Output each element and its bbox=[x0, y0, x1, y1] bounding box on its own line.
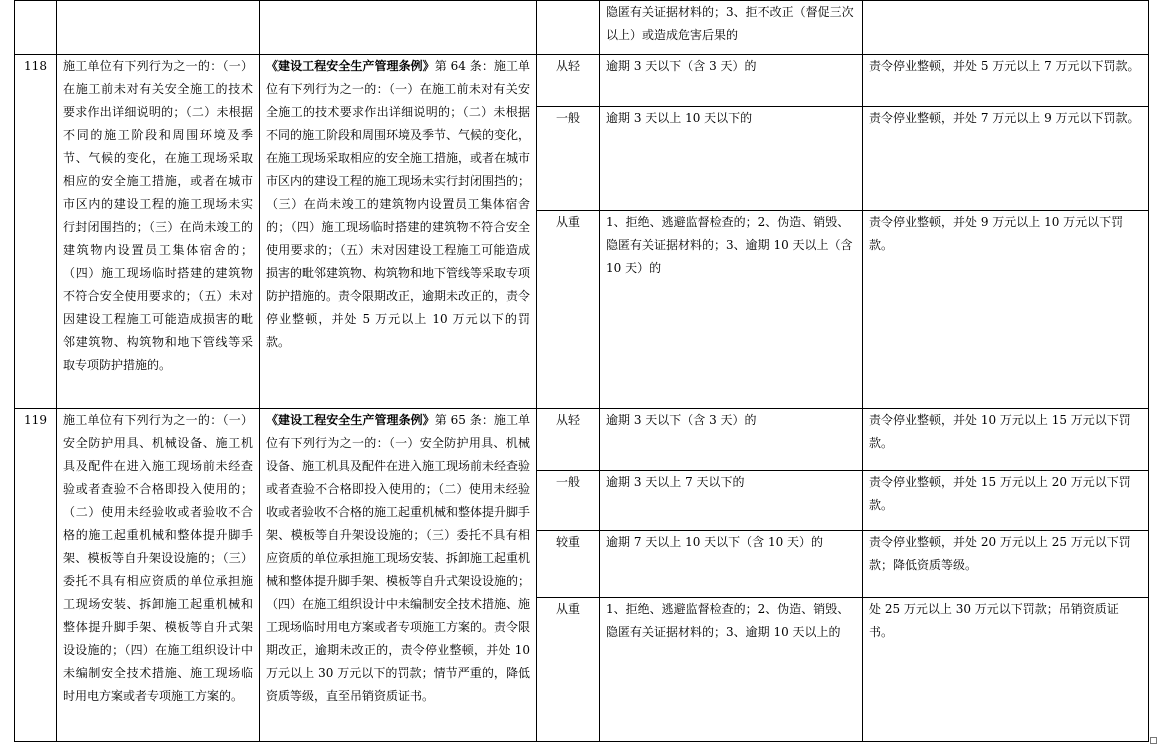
circumstance: 逾期 7 天以上 10 天以下（含 10 天）的 bbox=[600, 531, 863, 598]
table-row bbox=[15, 55, 1149, 107]
severity-level: 从轻 bbox=[537, 409, 600, 471]
item-number: 119 bbox=[15, 409, 57, 742]
circumstance: 逾期 3 天以上 10 天以下的 bbox=[600, 107, 863, 211]
paragraph-end-mark bbox=[1150, 737, 1157, 744]
severity-level: 一般 bbox=[537, 107, 600, 211]
regulation-text: 第 64 条：施工单位有下列行为之一的：（一）在施工前未对有关安全施工的技术要求作出详细说明的；（二）未根据不同的施工阶段和周围环境及季节、气候的变化，在施工现场采取相应的安全施工措施，或者在城市市区内的建设工程的施工现场未实行封闭围挡的；（三）在尚未竣工的建筑物内设置员工集体宿舍的；（四）施工现场临时搭建的建筑物不符合安全使用要求的；（五）未对因建设工程施工可能造成损害的毗邻建筑物、构筑物和地下管线等采取专项防护措施的。责令限期改正，逾期未改正的，责令停业整顿，并处 5 万元以上 10 万元以下的罚款。 bbox=[266, 59, 531, 349]
circumstance: 逾期 3 天以上 7 天以下的 bbox=[600, 471, 863, 531]
act-cell bbox=[57, 1, 260, 55]
penalty: 责令停业整顿，并处 20 万元以上 25 万元以下罚款；降低资质等级。 bbox=[863, 531, 1149, 598]
condition-cell: 隐匿有关证据材料的；3、拒不改正（督促三次以上）或造成危害后果的 bbox=[600, 1, 863, 55]
circumstance: 1、拒绝、逃避监督检查的；2、伪造、销毁、隐匿有关证据材料的；3、逾期 10 天以上（含 10 天）的 bbox=[600, 211, 863, 409]
continuation-row bbox=[15, 1, 1149, 55]
severity-level: 从轻 bbox=[537, 55, 600, 107]
regulation-text: 第 65 条：施工单位有下列行为之一的：（一）安全防护用具、机械设备、施工机具及配件在进入施工现场前未经查验或者查验不合格即投入使用的；（二）使用未经验收或者验收不合格的施工起重机械和整体提升脚手架、模板等自升架设设施的；（三）委托不具有相应资质的单位承担施工现场安装、拆卸施工起重机械和整体提升脚手架、模板等自升式架设设施的；（四）在施工组织设计中未编制安全技术措施、施工现场临时用电方案或者专项施工方案的。责令限期改正，逾期未改正的，责令停业整顿，并处 10 万元以上 30 万元以下的罚款；情节严重的，降低资质等级，直至吊销资质证书。 bbox=[266, 413, 531, 703]
basis-cell bbox=[260, 1, 537, 55]
legal-basis bbox=[260, 409, 537, 742]
violation-description: 施工单位有下列行为之一的：（一）安全防护用具、机械设备、施工机具及配件在进入施工现场前未经查验或者查验不合格即投入使用的；（二）使用未经验收或者验收不合格的施工起重机械和整体提升脚手架、模板等自升架设设施的；（三）委托不具有相应资质的单位承担施工现场安装、拆卸施工起重机械和整体提升脚手架、模板等自升式架设设施的；（四）在施工组织设计中未编制安全技术措施、施工现场临时用电方案或者专项施工方案的。 bbox=[57, 409, 260, 742]
circumstance: 逾期 3 天以下（含 3 天）的 bbox=[600, 409, 863, 471]
penalty: 责令停业整顿，并处 5 万元以上 7 万元以下罚款。 bbox=[863, 55, 1149, 107]
penalty: 处 25 万元以上 30 万元以下罚款；吊销资质证书。 bbox=[863, 598, 1149, 742]
severity-level: 从重 bbox=[537, 211, 600, 409]
regulation-title: 《建设工程安全生产管理条例》 bbox=[266, 59, 435, 73]
level-cell bbox=[537, 1, 600, 55]
penalty: 责令停业整顿，并处 15 万元以上 20 万元以下罚款。 bbox=[863, 471, 1149, 531]
violation-description: 施工单位有下列行为之一的：（一）在施工前未对有关安全施工的技术要求作出详细说明的；（二）未根据不同的施工阶段和周围环境及季节、气候的变化，在施工现场采取相应的安全施工措施，或者在城市市区内的建设工程的施工现场未实行封闭围挡的；（三）在尚未竣工的建筑物内设置员工集体宿舍的；（四）施工现场临时搭建的建筑物不符合安全使用要求的；（五）未对因建设工程施工可能造成损害的毗邻建筑物、构筑物和地下管线等采取专项防护措施的。 bbox=[57, 55, 260, 409]
penalty: 责令停业整顿，并处 10 万元以上 15 万元以下罚款。 bbox=[863, 409, 1149, 471]
penalty-cell bbox=[863, 1, 1149, 55]
circumstance: 逾期 3 天以下（含 3 天）的 bbox=[600, 55, 863, 107]
penalty: 责令停业整顿，并处 9 万元以上 10 万元以下罚款。 bbox=[863, 211, 1149, 409]
penalty-standard-table bbox=[14, 0, 1149, 742]
item-number: 118 bbox=[15, 55, 57, 409]
penalty: 责令停业整顿，并处 7 万元以上 9 万元以下罚款。 bbox=[863, 107, 1149, 211]
severity-level: 较重 bbox=[537, 531, 600, 598]
regulation-title: 《建设工程安全生产管理条例》 bbox=[266, 413, 435, 427]
no-cell bbox=[15, 1, 57, 55]
severity-level: 一般 bbox=[537, 471, 600, 531]
legal-basis bbox=[260, 55, 537, 409]
severity-level: 从重 bbox=[537, 598, 600, 742]
table-row bbox=[15, 409, 1149, 471]
circumstance: 1、拒绝、逃避监督检查的；2、伪造、销毁、隐匿有关证据材料的；3、逾期 10 天以上的 bbox=[600, 598, 863, 742]
